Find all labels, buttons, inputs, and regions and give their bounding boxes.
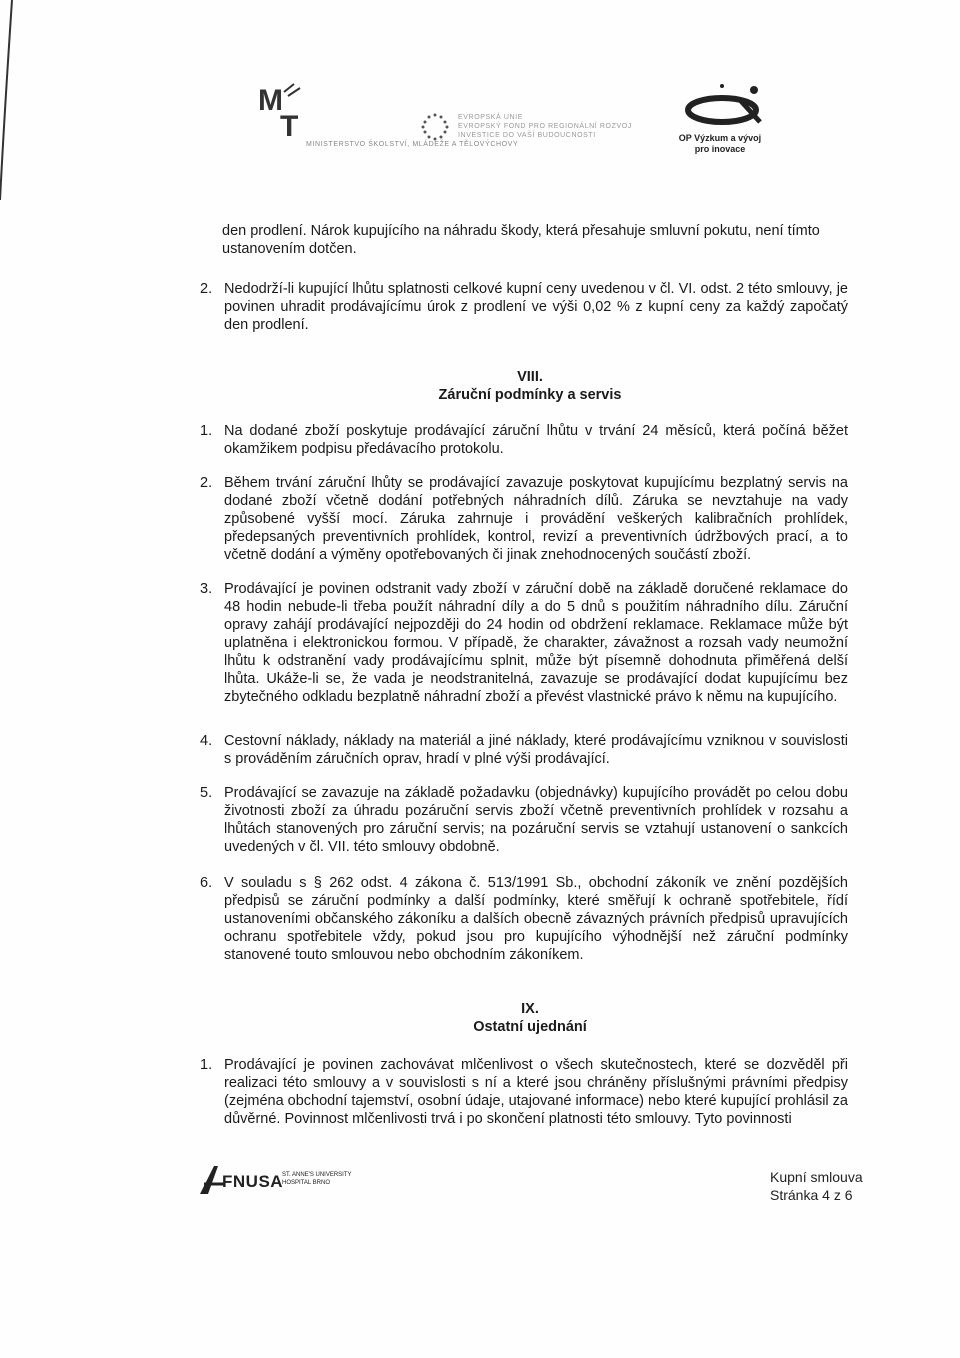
item-number: 4. xyxy=(200,733,213,749)
item-number: 2. xyxy=(200,281,213,297)
msmt-emblem-icon xyxy=(258,80,318,140)
svg-text:T: T xyxy=(280,110,299,140)
svg-text:M: M xyxy=(258,84,283,117)
item-text: Cestovní náklady, náklady na materiál a jiné náklady, které prodávajícímu vzniknou v souvislosti s prováděním záručních oprav, hradí v plné výši prodávající. xyxy=(224,733,848,767)
continuation-paragraph: den prodlení. Nárok kupujícího na náhradu škody, která přesahuje smluvní pokutu, není tímto ustanovením dotčen. xyxy=(222,223,820,257)
fnusa-subtitle xyxy=(282,1171,352,1187)
section-number: IX. xyxy=(521,1001,539,1017)
page-number: Stránka 4 z 6 xyxy=(770,1187,853,1203)
page-footer xyxy=(0,1150,960,1210)
fnusa-wordmark: FNUSA xyxy=(222,1172,284,1191)
item-text: Nedodrží-li kupující lhůtu splatnosti celkové kupní ceny uvedenou v čl. VI. odst. 2 této smlouvy, je povinen uhradit prodávajícímu úrok z prodlení ve výši 0,02 % z kupní ceny za každý započatý den prodlení. xyxy=(224,281,848,333)
op-caption xyxy=(668,133,772,155)
section-number: VIII. xyxy=(517,369,543,385)
item-number: 2. xyxy=(200,475,213,491)
item-text: V souladu s § 262 odst. 4 zákona č. 513/1991 Sb., obchodní zákoník ve znění pozdějších předpisů se záruční podmínky a další podmínky, které směřují k ochraně spotřebitele, řídí ustanoveními občanského zákoníku a dalších obecně závazných právních předpisů upravujících ochranu spotřebitele vždy, pokud jsou pro kupujícího výhodnější než záruční podmínky stanovené touto smlouvou nebo obchodním zákoníkem. xyxy=(224,875,848,963)
eu-caption-line: EVROPSKÝ FOND PRO REGIONÁLNÍ ROZVOJ xyxy=(458,123,632,130)
op-caption-line: OP Výzkum a vývoj xyxy=(678,133,762,143)
eu-logo xyxy=(420,110,632,160)
fnusa-subtitle-line: ST. ANNE'S UNIVERSITY xyxy=(282,1172,352,1178)
item-text: Prodávající je povinen odstranit vady zboží v záruční době na základě doručené reklamace do 48 hodin nebude-li třeba použít náhradní díly a do 5 dnů s použitím náhradního dílu. Záruční opravy zahájí prodávající nejpozději do 24 hodin od obdržení reklamace. Reklamace může být uplatněna i elektronickou formou. V případě, že charakter, závažnost a rozsah vady neumožní lhůtu k odstranění vady prodávajícímu splnit, může být písemně dohodnuta přiměřená delší lhůta. Ukáže-li se, že vada je neodstranitelná, zavazuje se prodávající dodat kupujícímu bez zbytečného odkladu bezplatně náhradní zboží a převést vlastnické právo k němu na kupujícího. xyxy=(224,581,848,705)
section-title: Záruční podmínky a servis xyxy=(438,387,622,403)
document-name: Kupní smlouva xyxy=(770,1169,863,1185)
eu-caption-line: EVROPSKÁ UNIE xyxy=(458,114,523,121)
op-vav-logo xyxy=(668,78,778,158)
item-text: Prodávající se zavazuje na základě požadavku (objednávky) kupujícího provádět po celou dobu životnosti zboží za úhradu pozáruční servis zboží včetně preventivních prohlídek v rozsahu a lhůtách stanovených pro záruční servis; na pozáruční servis se vztahují ustanovení o sankcích uvedených v čl. VII. této smlouvy obdobně. xyxy=(224,785,848,855)
section-title: Ostatní ujednání xyxy=(473,1019,587,1035)
eu-stars-icon xyxy=(420,112,450,142)
item-number: 1. xyxy=(200,1057,213,1073)
item-number: 3. xyxy=(200,581,213,597)
item-text: Během trvání záruční lhůty se prodávající zavazuje poskytovat kupujícímu bezplatný servis na dodané zboží včetně dodání potřebných náhradních dílů. Záruka se nevztahuje na vady způsobené vyšší mocí. Záruka zahrnuje i provádění veškerých kalibračních prohlídek, předepsaných preventivních prohlídek, kontrol, revizí a preventivních údržbových prací, a to včetně dodání a výměny opotřebovaných či jinak znehodnocených součástí zboží. xyxy=(224,475,848,563)
footer-page-info xyxy=(770,1168,880,1204)
section-heading xyxy=(200,368,860,404)
eu-caption-line: INVESTICE DO VAŠÍ BUDOUCNOSTI xyxy=(458,132,596,139)
item-number: 1. xyxy=(200,423,213,439)
item-text: Na dodané zboží poskytuje prodávající záruční lhůtu v trvání 24 měsíců, která počíná běžet okamžikem podpisu předávacího protokolu. xyxy=(224,423,848,457)
section-heading xyxy=(200,1000,860,1036)
op-orbit-icon xyxy=(682,82,762,130)
page-header xyxy=(0,60,960,170)
fnusa-logo xyxy=(198,1164,358,1204)
item-text: Prodávající je povinen zachovávat mlčenlivost o všech skutečnostech, které se dozvěděl při realizaci této smlouvy a v souvislosti s ní a které jsou chráněny příslušnými právními předpisy (zejména obchodní tajemství, osobní údaje, utajované informace) nebo které kupující prohlásil za důvěrné. Povinnost mlčenlivosti trvá i po skončení platnosti této smlouvy. Tyto povinnosti xyxy=(224,1057,848,1127)
op-caption-line: pro inovace xyxy=(694,144,746,154)
item-number: 6. xyxy=(200,875,213,891)
item-number: 5. xyxy=(200,785,213,801)
fnusa-subtitle-line: HOSPITAL BRNO xyxy=(282,1180,331,1186)
msmt-caption: MINISTERSTVO ŠKOLSTVÍ, MLÁDEŽE A TĚLOVÝCHOVY xyxy=(306,141,519,148)
eu-caption xyxy=(458,113,632,140)
